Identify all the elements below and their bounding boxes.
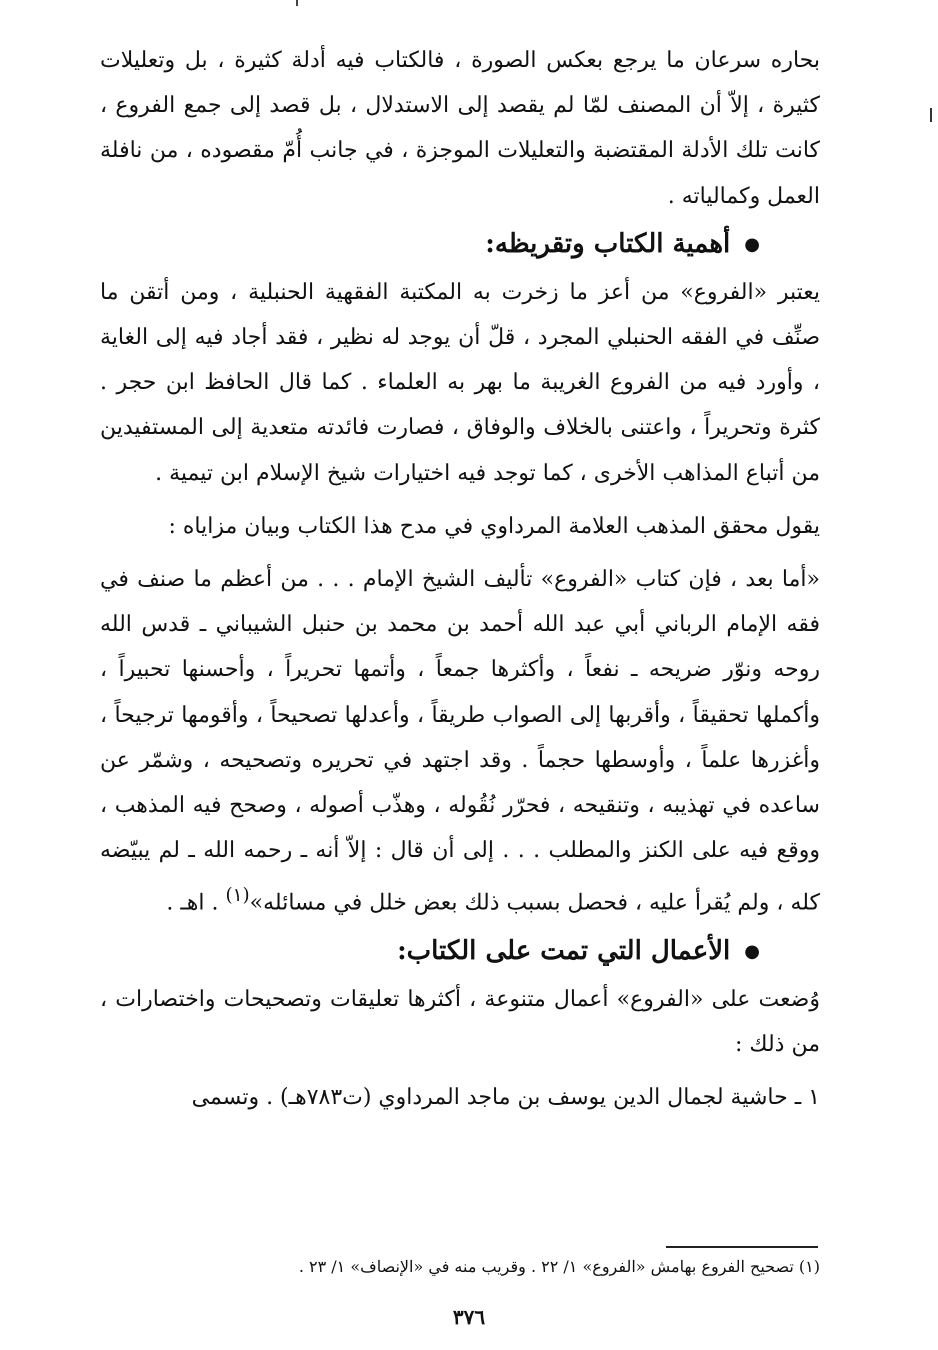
paragraph-works: وُضعت على «الفروع» أعمال متنوعة ، أكثرها تعليقات وتصحيحات واختصارات ، من ذلك :	[100, 986, 820, 1058]
paragraph-importance: يعتبر «الفروع» من أعز ما زخرت به المكتبة الفقهية الحنبلية ، ومن أتقن ما صنِّف في الفقه الحنبلي المجرد ، قلّ أن يوجد له نظير ، فقد أجاد فيه إلى الغاية ، وأورد فيه من الفروع الغريبة ما بهر به العلماء . كما قال الحافظ ابن حجر . كثرة وتحريراً ، واعتنى بالخلاف والوفاق ، فصارت فائدته متعدية إلى المستفيدين من أتباع المذاهب الأخرى ، كما توجد فيه اختيارات شيخ الإسلام ابن تيمية .	[100, 279, 820, 486]
page-number: ٣٧٦	[452, 1305, 486, 1329]
quote-end: . اهـ .	[166, 890, 219, 916]
footnote-reference: (١)	[225, 885, 250, 907]
paragraph-quote	[100, 557, 820, 926]
bullet-icon: ●	[744, 233, 760, 255]
quote-text: «أما بعد ، فإن كتاب «الفروع» تأليف الشيخ الإمام . . . من أعظم ما صنف في فقه الإمام الرباني أبي عبد الله أحمد بن محمد بن حنبل الشيباني ـ قدس الله روحه ونوّر ضريحه ـ نفعاً ، وأكثرها جمعاً ، وأتمها تحريراً ، وأحسنها تحبيراً ، وأكملها تحقيقاً ، وأقربها إلى الصواب طريقاً ، وأعدلها تصحيحاً ، وأقومها ترجيحاً ، وأغزرها علماً ، وأوسطها حجماً . وقد اجتهد في تحريره وتصحيحه ، وشمّر عن ساعده في تهذيبه ، وتنقيحه ، فحرّر نُقُوله ، وهذّب أصوله ، وصحح فيه المذهب ، ووقع فيه على الكنز والمطلب . . . إلى أن قال : إلاّ أنه ـ رحمه الله ـ لم يبيّضه كله ، ولم يُقرأ عليه ، فحصل بسبب ذلك بعض خلل في مسائله»	[100, 567, 820, 916]
footnote: (١) تصحيح الفروع بهامش «الفروع» ١/ ٢٢ . وقريب منه في «الإنصاف» ١/ ٢٣ .	[298, 1257, 820, 1276]
paragraph-mardawi-intro: يقول محقق المذهب العلامة المرداوي في مدح هذا الكتاب وبيان مزاياه :	[168, 513, 820, 539]
footnote-divider	[666, 1246, 818, 1248]
heading-text: أهمية الكتاب وتقريظه:	[485, 228, 731, 259]
section-heading-importance	[100, 219, 820, 270]
section-heading-works	[100, 926, 820, 977]
page-body	[100, 38, 820, 1121]
margin-mark	[930, 108, 932, 122]
list-item-1: ١ ـ حاشية لجمال الدين يوسف بن ماجد المرداوي (ت٧٨٣هـ) . وتسمى	[191, 1085, 820, 1111]
top-edge-mark	[296, 0, 298, 6]
paragraph-intro: بحاره سرعان ما يرجع بعكس الصورة ، فالكتاب فيه أدلة كثيرة ، بل وتعليلات كثيرة ، إلاّ أن المصنف لمّا لم يقصد إلى الاستدلال ، بل قصد إلى جمع الفروع ، كانت تلك الأدلة المقتضبة والتعليلات الموجزة ، في جانب أُمّ مقصوده ، من نافلة العمل وكمالياته .	[100, 48, 820, 209]
heading-text: الأعمال التي تمت على الكتاب:	[397, 935, 731, 966]
bullet-icon: ●	[744, 940, 760, 962]
